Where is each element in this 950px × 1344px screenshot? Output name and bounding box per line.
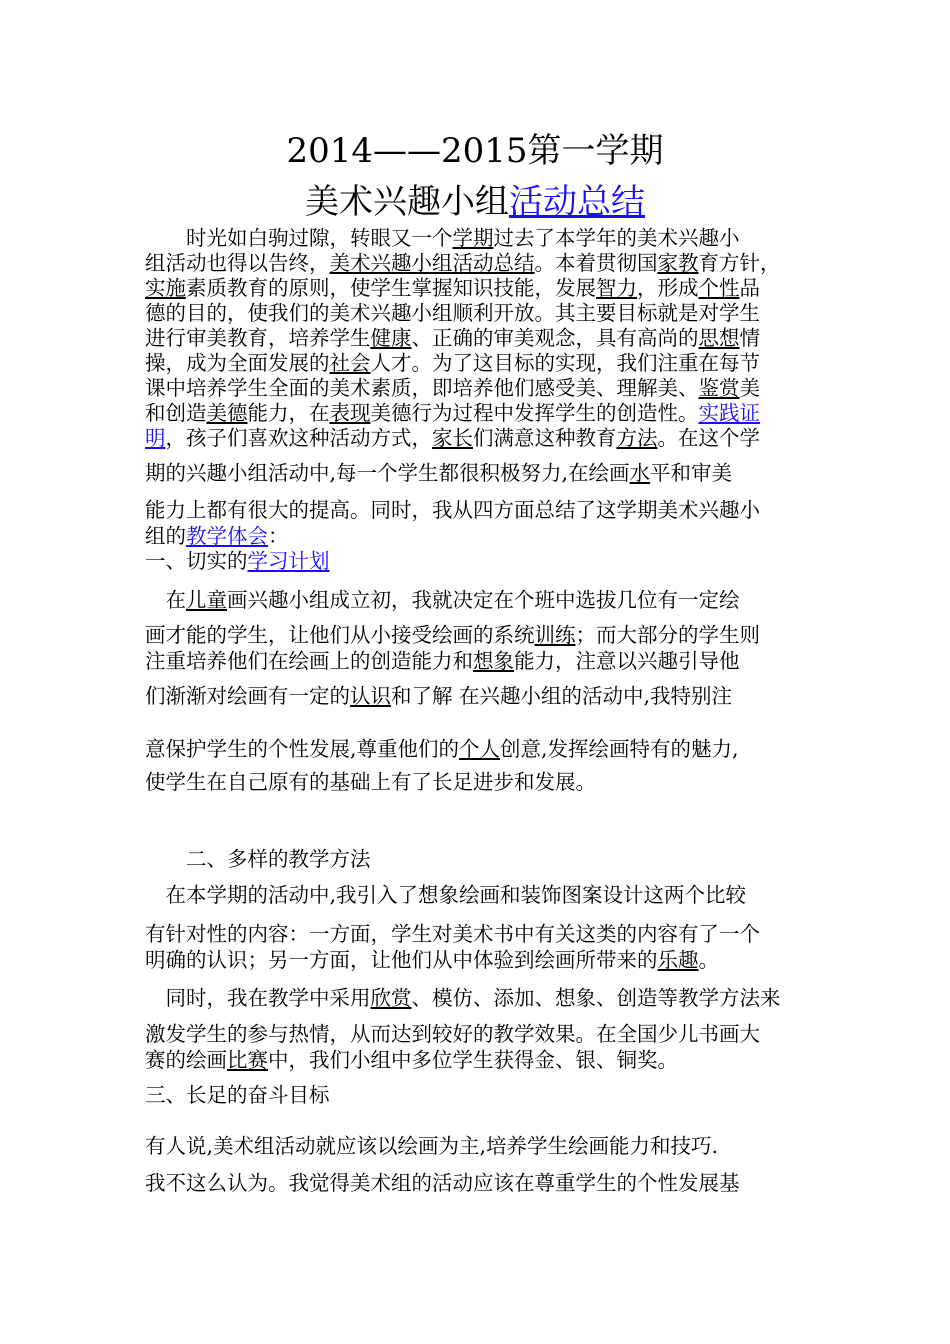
text-run: 二、多样的教学方法 bbox=[145, 847, 371, 871]
underlined-term: 乐趣 bbox=[657, 948, 699, 972]
text-line bbox=[145, 683, 732, 709]
text-line bbox=[145, 400, 760, 426]
text-run: 们渐渐对绘画有一定的 bbox=[145, 684, 350, 708]
underlined-term: 学期 bbox=[452, 226, 494, 250]
underlined-term: 表现 bbox=[329, 401, 371, 425]
underlined-term: 水 bbox=[629, 461, 651, 485]
text-run: 中，我们小组中多位学生获得金、银、铜奖。 bbox=[268, 1048, 678, 1072]
text-run: 进行审美教育，培养学生 bbox=[145, 326, 371, 350]
text-run: 组的 bbox=[145, 524, 186, 548]
text-line bbox=[145, 846, 371, 872]
document-title-line-1: 2014——2015第一学期 bbox=[286, 131, 664, 171]
text-run: 们满意这种教育 bbox=[473, 426, 617, 450]
hyperlink[interactable]: 教学体会 bbox=[186, 524, 268, 548]
text-run: 。在这个学 bbox=[657, 426, 760, 450]
text-line bbox=[145, 250, 781, 276]
underlined-term: 比赛 bbox=[227, 1048, 268, 1072]
underlined-term: 训练 bbox=[534, 623, 576, 647]
underlined-term: 智力 bbox=[596, 276, 637, 300]
text-run: 素质教育的原则，使学生掌握知识技能，发展 bbox=[186, 276, 596, 300]
underlined-term: 认识 bbox=[350, 684, 391, 708]
text-line bbox=[145, 769, 596, 795]
text-run: 能力上都有很大的提高。同时，我从四方面总结了这学期美术兴趣小 bbox=[145, 498, 760, 522]
underlined-term: 欣赏 bbox=[370, 986, 412, 1010]
text-line bbox=[145, 947, 719, 973]
underlined-term: 方法 bbox=[616, 426, 658, 450]
text-line bbox=[145, 882, 746, 908]
underlined-term: 实施 bbox=[145, 276, 186, 300]
text-run: 有人说,美术组活动就应该以绘画为主,培养学生绘画能力和技巧. bbox=[145, 1134, 719, 1158]
text-run: 情 bbox=[739, 326, 760, 350]
text-line bbox=[145, 1133, 718, 1159]
hyperlink[interactable]: 学习计划 bbox=[247, 549, 330, 573]
title-text: 美术兴趣小组 bbox=[305, 182, 509, 222]
text-run: 能力，注意以兴趣引导他 bbox=[514, 649, 740, 673]
text-line bbox=[145, 425, 760, 451]
text-run: 明确的认识；另一方面，让他们从中体验到绘画所带来的 bbox=[145, 948, 658, 972]
text-run: 三、长足的奋斗目标 bbox=[145, 1083, 330, 1107]
text-line bbox=[145, 921, 760, 947]
text-line bbox=[145, 648, 740, 674]
text-line bbox=[145, 350, 760, 376]
text-run: 画兴趣小组成立初，我就决定在个班中选拔几位有一定绘 bbox=[227, 588, 740, 612]
text-line bbox=[145, 1082, 330, 1108]
text-run: 、模仿、添加、想象、创造等教学方法来 bbox=[411, 986, 781, 1010]
text-run: 赛的绘画 bbox=[145, 1048, 227, 1072]
text-run: 期的兴趣小组活动中,每一个学生都很积极努力,在绘画 bbox=[145, 461, 630, 485]
text-line bbox=[145, 736, 739, 762]
text-line bbox=[145, 985, 781, 1011]
text-line bbox=[145, 225, 740, 251]
text-run: 创意,发挥绘画特有的魅力, bbox=[500, 737, 739, 761]
text-run: 组活动也得以告终， bbox=[145, 251, 330, 275]
text-run: ；而大部分的学生则 bbox=[575, 623, 760, 647]
text-run: 课中培养学生全面的美术素质，即培养他们感受美、理解美、 bbox=[145, 376, 699, 400]
text-line bbox=[145, 548, 330, 574]
underlined-term: 儿童 bbox=[186, 588, 227, 612]
text-line bbox=[145, 587, 740, 613]
text-run: ，形成 bbox=[637, 276, 699, 300]
text-run: 和了解 在兴趣小组的活动中,我特别注 bbox=[391, 684, 733, 708]
text-run: 在 bbox=[145, 588, 186, 612]
text-run: ： bbox=[268, 524, 289, 548]
text-run: 激发学生的参与热情，从而达到较好的教学效果。在全国少儿书画大 bbox=[145, 1022, 760, 1046]
text-run: 同时，我在教学中采用 bbox=[145, 986, 371, 1010]
text-line bbox=[145, 460, 732, 486]
text-run: 美德行为过程中发挥学生的创造性。 bbox=[370, 401, 699, 425]
text-line bbox=[145, 622, 760, 648]
text-run: 、正确的审美观念，具有高尚的 bbox=[411, 326, 699, 350]
text-run: 操，成为全面发展的 bbox=[145, 351, 330, 375]
text-run: 画才能的学生，让他们从小接受绘画的系统 bbox=[145, 623, 535, 647]
text-line bbox=[145, 300, 760, 326]
text-run: 人才。为了这目标的实现，我们注重在每节 bbox=[370, 351, 760, 375]
text-run: 美 bbox=[739, 376, 760, 400]
text-run: 。本着贯彻国 bbox=[534, 251, 658, 275]
text-run: 我不这么认为。我觉得美术组的活动应该在尊重学生的个性发展基 bbox=[145, 1171, 740, 1195]
text-run: 德的目的，使我们的美术兴趣小组顺利开放。其主要目标就是对学生 bbox=[145, 301, 760, 325]
text-run: 有针对性的内容：一方面，学生对美术书中有关这类的内容有了一个 bbox=[145, 922, 760, 946]
underlined-term: 健康 bbox=[370, 326, 412, 350]
underlined-term: 个性 bbox=[698, 276, 740, 300]
text-run: 时光如白驹过隙，转眼又一个 bbox=[145, 226, 453, 250]
text-run: 在本学期的活动中,我引入了想象绘画和装饰图案设计这两个比较 bbox=[145, 883, 747, 907]
underlined-term: 美术兴趣小组活动总结 bbox=[329, 251, 535, 275]
hyperlink[interactable]: 明 bbox=[145, 426, 166, 450]
underlined-term: 家教 bbox=[657, 251, 699, 275]
text-run: 育方针， bbox=[698, 251, 781, 275]
underlined-term: 家长 bbox=[432, 426, 473, 450]
text-line bbox=[145, 275, 760, 301]
text-line bbox=[145, 1170, 740, 1196]
underlined-term: 社会 bbox=[329, 351, 371, 375]
text-line bbox=[145, 523, 289, 549]
text-run: ，孩子们喜欢这种活动方式， bbox=[165, 426, 432, 450]
document-title-line-2 bbox=[0, 181, 950, 223]
text-line bbox=[145, 1047, 678, 1073]
text-run: 品 bbox=[739, 276, 760, 300]
text-run: 意保护学生的个性发展,尊重他们的 bbox=[145, 737, 460, 761]
text-line bbox=[145, 375, 760, 401]
underlined-term: 美德 bbox=[206, 401, 248, 425]
text-run: 使学生在自己原有的基础上有了长足进步和发展。 bbox=[145, 770, 596, 794]
text-line bbox=[145, 1021, 760, 1047]
underlined-term: 想象 bbox=[473, 649, 514, 673]
underlined-term: 思想 bbox=[698, 326, 740, 350]
text-run: 过去了本学年的美术兴趣小 bbox=[493, 226, 740, 250]
text-line bbox=[145, 497, 760, 523]
underlined-term: 鉴赏 bbox=[698, 376, 740, 400]
text-line bbox=[145, 325, 760, 351]
underlined-term: 个人 bbox=[459, 737, 501, 761]
text-run: 能力，在 bbox=[247, 401, 330, 425]
title-link[interactable]: 活动总结 bbox=[509, 182, 645, 222]
text-run: 平和审美 bbox=[650, 461, 733, 485]
text-run: 注重培养他们在绘画上的创造能力和 bbox=[145, 649, 473, 673]
text-run: 和创造 bbox=[145, 401, 207, 425]
text-run: 。 bbox=[698, 948, 719, 972]
text-run: 一、切实的 bbox=[145, 549, 248, 573]
hyperlink[interactable]: 实践证 bbox=[698, 401, 760, 425]
